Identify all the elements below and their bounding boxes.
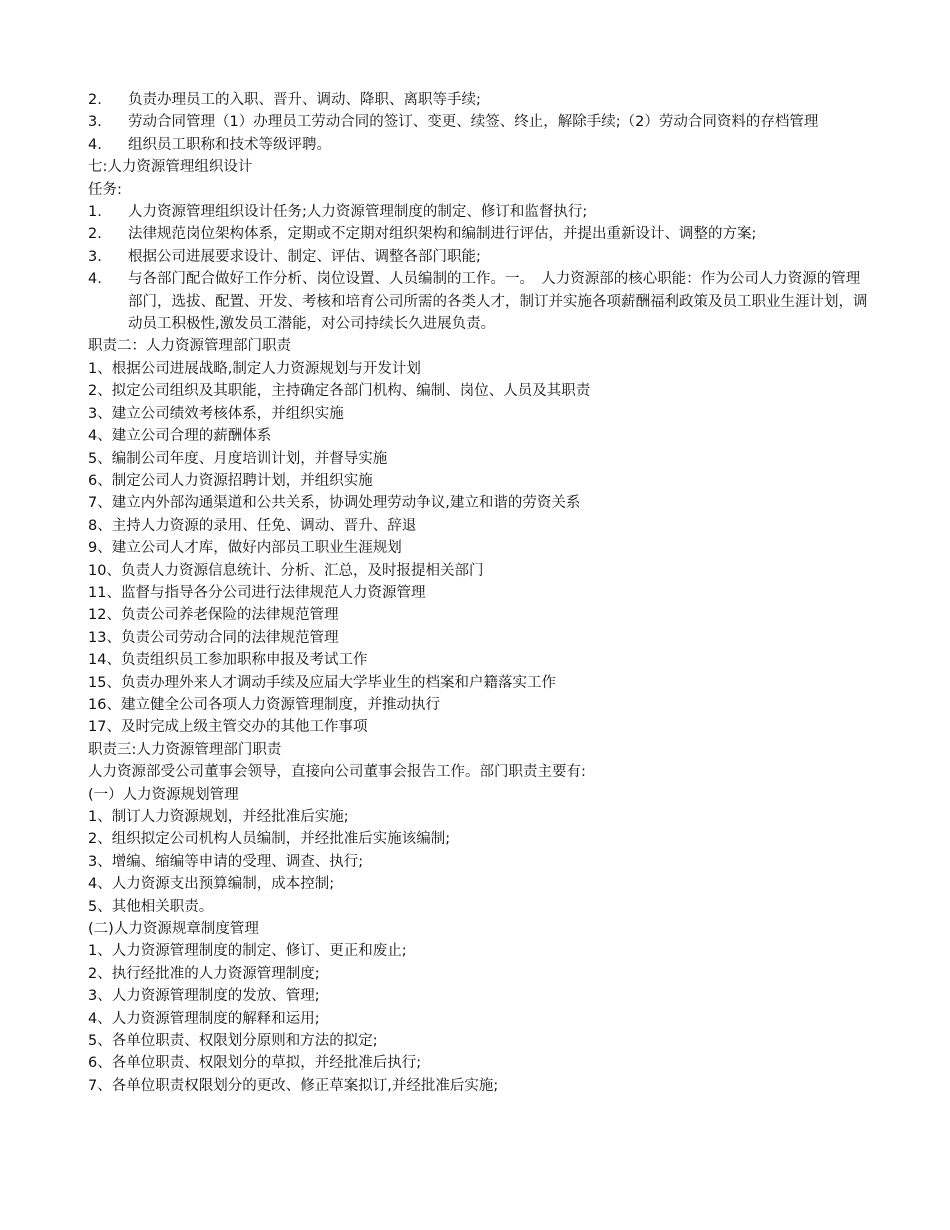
item-number: 4.	[88, 271, 102, 288]
section-heading: 七:人力资源管理组织设计	[88, 159, 253, 176]
duty-item: 14、负责组织员工参加职称申报及考试工作	[88, 652, 368, 669]
duty-item: 17、及时完成上级主管交办的其他工作事项	[88, 719, 368, 736]
duty-item: 6、制定公司人力资源招聘计划，并组织实施	[88, 472, 373, 489]
list-item: 2、执行经批准的人力资源管理制度;	[88, 965, 320, 982]
list-item	[88, 89, 868, 111]
duty-item: 1、根据公司进展战略,制定人力资源规划与开发计划	[88, 360, 421, 377]
item-text: 负责办理员工的入职、晋升、调动、降职、离职等手续;	[128, 92, 481, 108]
item-number: 2.	[88, 226, 102, 243]
list-item: 5、其他相关职责。	[88, 898, 214, 915]
duty-item: 11、监督与指导各分公司进行法律规范人力资源管理	[88, 584, 426, 601]
item-number: 1.	[88, 204, 102, 221]
duty-item: 13、负责公司劳动合同的法律规范管理	[88, 629, 339, 646]
item-text: 法律规范岗位架构体系，定期或不定期对组织架构和编制进行评估，并提出重新设计、调整的方案;	[128, 226, 757, 243]
duty-item: 5、编制公司年度、月度培训计划，并督导实施	[88, 450, 388, 467]
duty-item: 16、建立健全公司各项人力资源管理制度，并推动执行	[88, 696, 440, 713]
duty-item: 4、建立公司合理的薪酬体系	[88, 428, 272, 445]
item-number: 3.	[88, 114, 102, 131]
item-text: 与各部门配合做好工作分析、岗位设置、人员编制的工作。一。 人力资源部的核心职能：作为公司人力资源的管理部门，选拔、配置、开发、考核和培育公司所需的各类人才，制订并实施各项薪酬福利政策及员工职业生涯计划，调动员工积极性,激发员工潜能，对公司持续长久进展负责。	[128, 271, 868, 333]
task-item	[88, 201, 868, 223]
task-item	[88, 268, 868, 335]
task-item	[88, 223, 868, 245]
duty-item: 10、负责人力资源信息统计、分析、汇总，及时报提相关部门	[88, 562, 484, 579]
item-text: 根据公司进展要求设计、制定、评估、调整各部门职能;	[128, 248, 481, 265]
subsection-heading: (二)人力资源规章制度管理	[88, 921, 259, 938]
item-number: 2.	[88, 92, 102, 108]
list-item: 1、人力资源管理制度的制定、修订、更正和废止;	[88, 943, 407, 960]
duty-item: 3、建立公司绩效考核体系，并组织实施	[88, 405, 344, 422]
list-item: 5、各单位职责、权限划分原则和方法的拟定;	[88, 1033, 378, 1050]
item-text: 组织员工职称和技术等级评聘。	[128, 136, 331, 153]
list-item	[88, 134, 868, 156]
list-item: 1、制订人力资源规划，并经批准后实施;	[88, 809, 349, 825]
duty-item: 2、拟定公司组织及其职能，主持确定各部门机构、编制、岗位、人员及其职责	[88, 383, 591, 400]
task-item	[88, 246, 868, 268]
section-heading: 职责二：人力资源管理部门职责	[88, 338, 291, 355]
list-item	[88, 111, 868, 133]
list-item: 4、人力资源支出预算编制，成本控制;	[88, 876, 335, 893]
duty-item: 9、建立公司人才库，做好内部员工职业生涯规划	[88, 540, 402, 557]
item-number: 4.	[88, 136, 102, 153]
section-heading: 职责三:人力资源管理部门职责	[88, 741, 282, 758]
list-item: 3、增编、缩编等申请的受理、调查、执行;	[88, 853, 364, 870]
list-item: 3、人力资源管理制度的发放、管理;	[88, 988, 320, 1005]
list-item: 7、各单位职责权限划分的更改、修正草案拟订,并经批准后实施;	[88, 1077, 499, 1094]
duty-item: 8、主持人力资源的录用、任免、调动、晋升、辞退	[88, 517, 417, 534]
item-number: 3.	[88, 248, 102, 265]
list-item: 6、各单位职责、权限划分的草拟，并经批准后执行;	[88, 1055, 422, 1072]
document-body	[88, 89, 868, 1097]
item-text: 人力资源管理组织设计任务;人力资源管理制度的制定、修订和监督执行;	[128, 204, 588, 221]
list-item: 2、组织拟定公司机构人员编制，并经批准后实施该编制;	[88, 831, 451, 848]
tasks-label: 任务:	[88, 181, 122, 198]
section-intro: 人力资源部受公司董事会领导，直接向公司董事会报告工作。部门职责主要有:	[88, 764, 586, 781]
duty-item: 15、负责办理外来人才调动手续及应届大学毕业生的档案和户籍落实工作	[88, 674, 556, 691]
duty-item: 12、负责公司养老保险的法律规范管理	[88, 607, 339, 624]
duty-item: 7、建立内外部沟通渠道和公共关系，协调处理劳动争议,建立和谐的劳资关系	[88, 495, 581, 512]
list-item: 4、人力资源管理制度的解释和运用;	[88, 1010, 320, 1027]
subsection-heading: (一）人力资源规划管理	[88, 786, 239, 803]
item-text: 劳动合同管理（1）办理员工劳动合同的签订、变更、续签、终止，解除手续;（2）劳动合同资料的存档管理	[128, 114, 819, 131]
